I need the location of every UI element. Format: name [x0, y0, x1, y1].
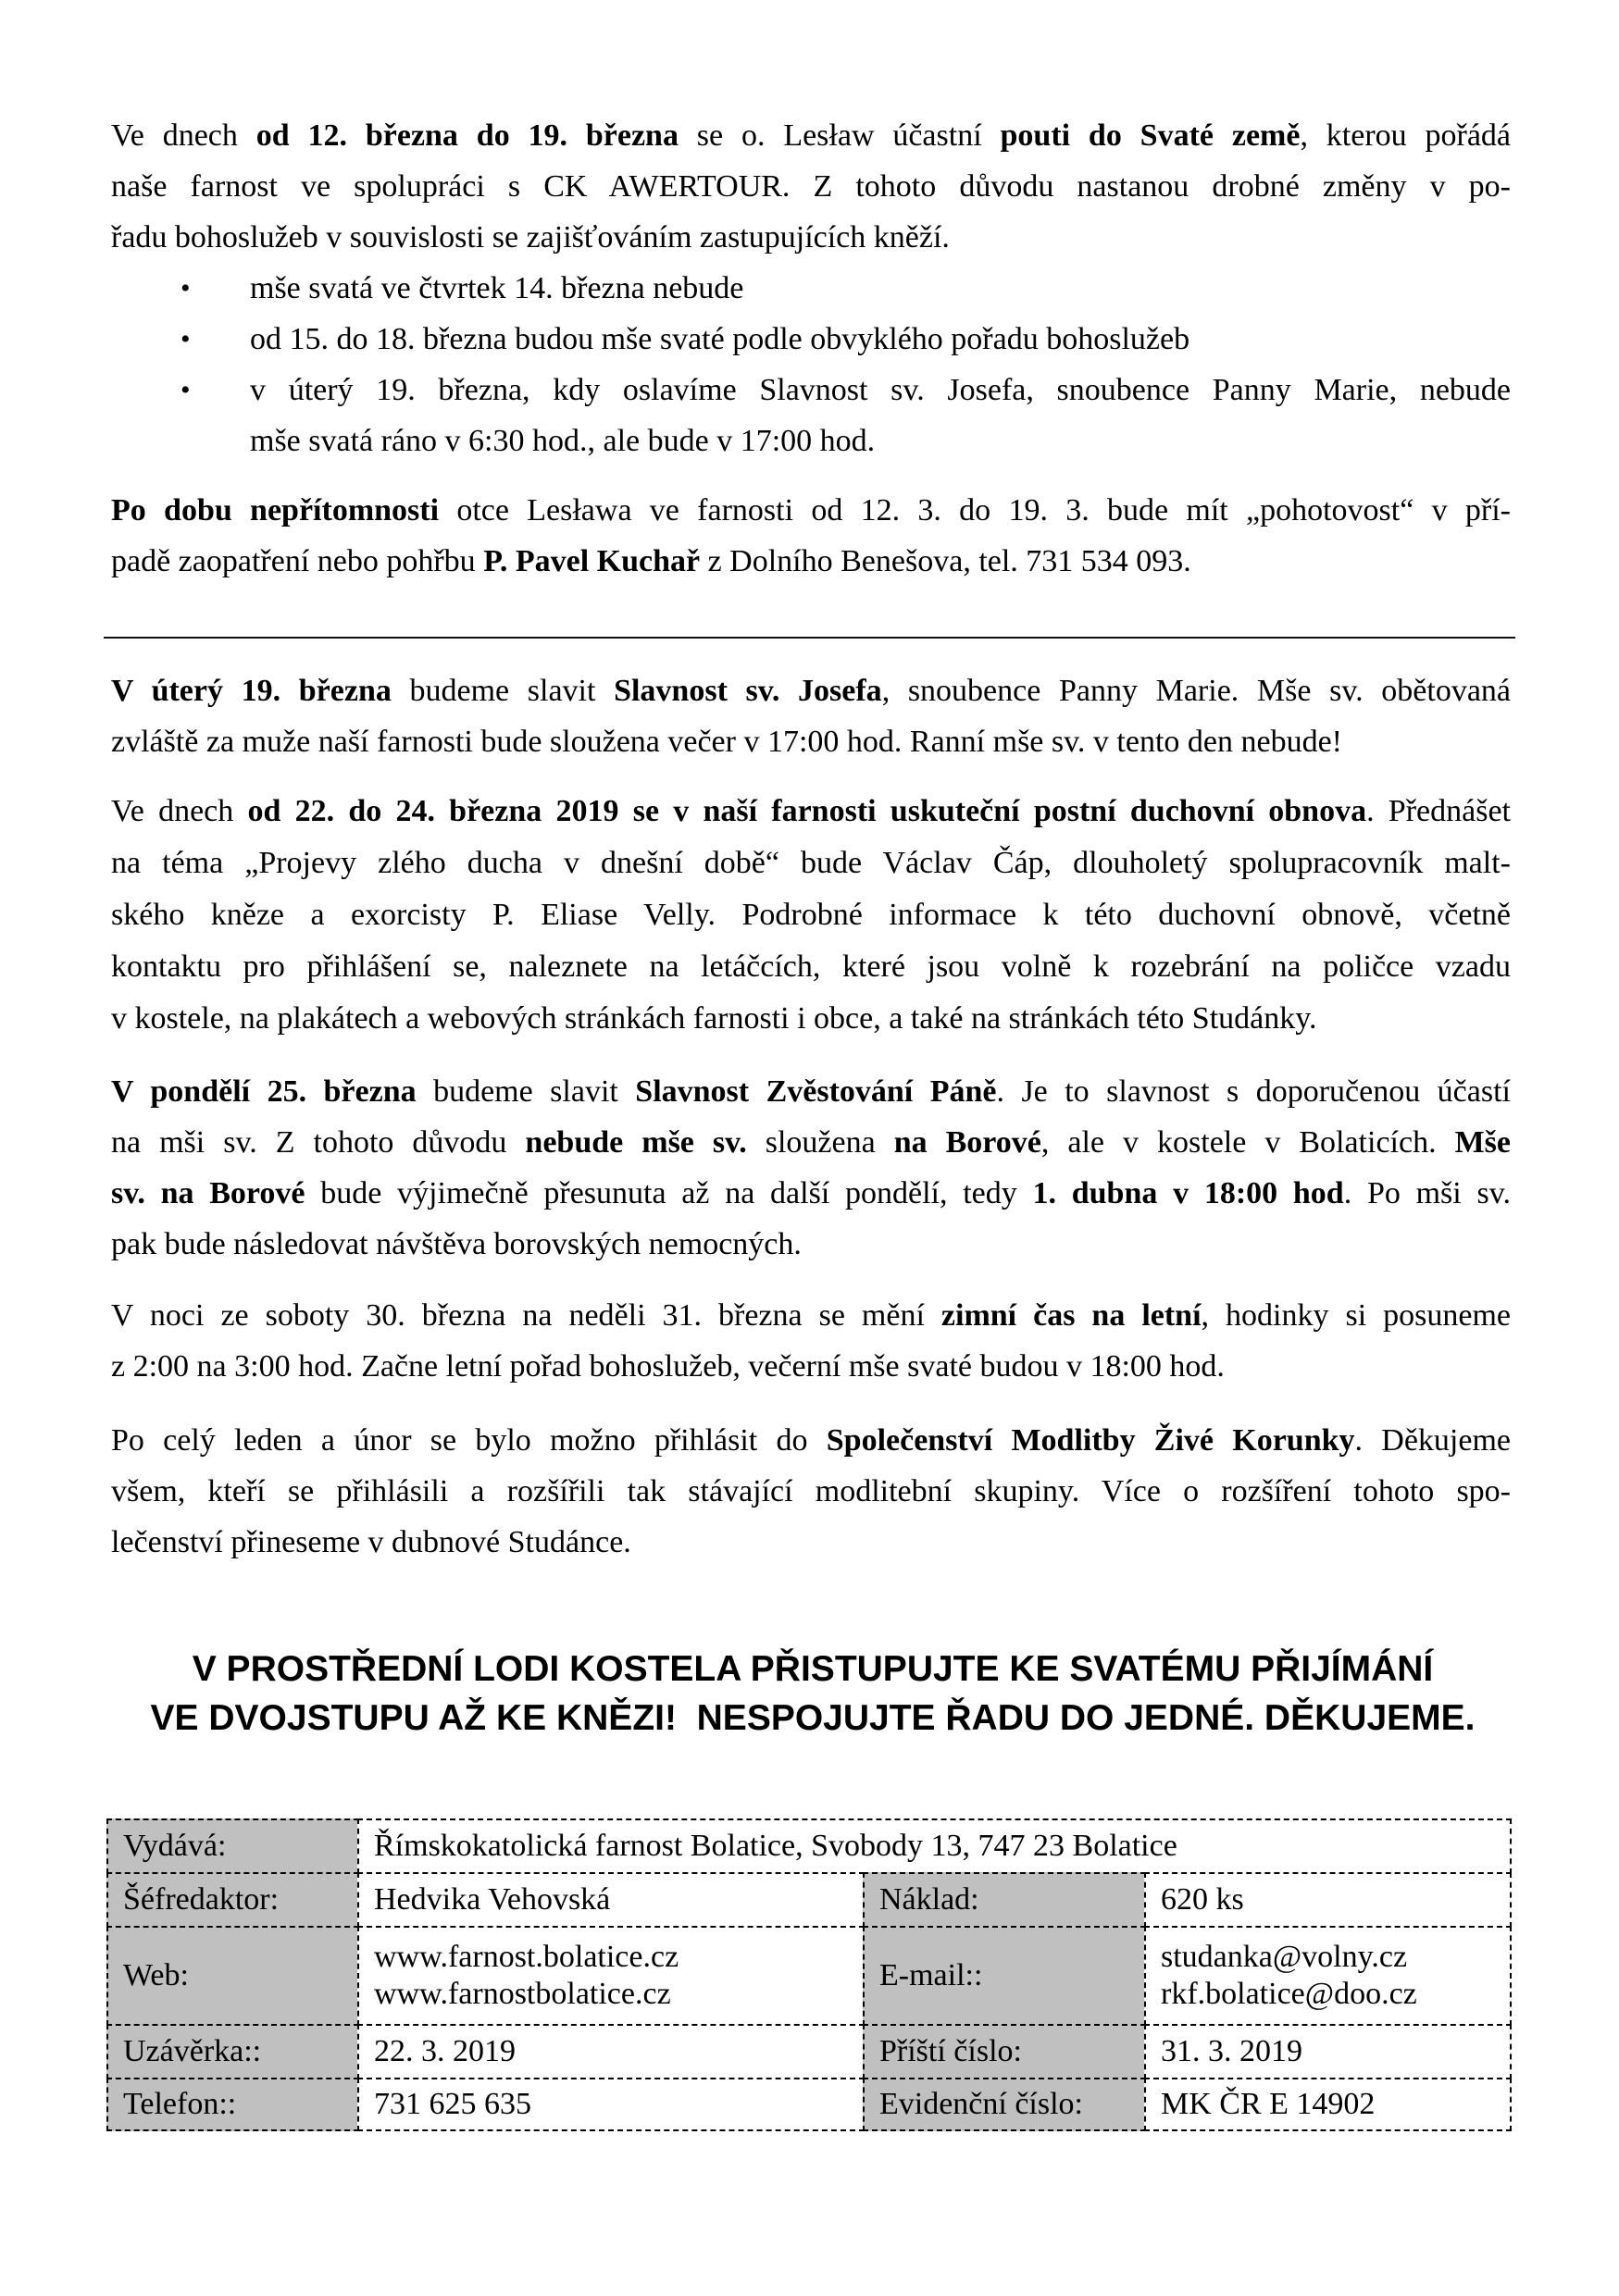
- text-run: budeme slavit: [416, 1074, 636, 1109]
- bold-text: pouti do Svaté země: [1000, 118, 1301, 153]
- text-run: budeme slavit: [391, 674, 615, 708]
- bullet-icon: •: [181, 324, 191, 354]
- text-run: zvláště za muže naší farnosti bude sloužena večer v 17:00 hod. Ranní mše sv. v tento den nebude!: [111, 725, 1343, 759]
- text-run: . Přednášet: [1366, 794, 1511, 828]
- text-line: [111, 1290, 1511, 1341]
- text-run: . Po mši sv.: [1343, 1176, 1511, 1210]
- paragraph-living-rosary: [111, 1415, 1511, 1568]
- bold-text: Slavnost Zvěstování Páně: [635, 1074, 997, 1109]
- bullet-icon: •: [181, 375, 191, 405]
- text-run: mše svatá ráno v 6:30 hod., ale bude v 17:00 hod.: [250, 424, 876, 458]
- bold-text: V pondělí 25. března: [111, 1074, 417, 1109]
- text-line: [250, 263, 1511, 314]
- text-run: od 15. do 18. března budou mše svaté podle obvyklého pořadu bohoslužeb: [250, 322, 1190, 356]
- deadline-label: Uzávěrka::: [123, 2034, 262, 2068]
- bold-text: od 22. do 24. března 2019 se v naší farnosti uskuteční postní duchovní obnova: [247, 794, 1367, 828]
- text-run: padě zaopatření nebo pohřbu: [111, 544, 484, 578]
- schedule-changes-list: [111, 263, 1511, 466]
- text-run: , ale v kostele v Bolaticích.: [1040, 1125, 1455, 1160]
- editor-value-cell: [357, 1872, 865, 1928]
- text-line: [111, 1117, 1511, 1168]
- communion-notice-line-2: VE DVOJSTUPU AŽ KE KNĚZI! NESPOJUJTE ŘADU DO JEDNÉ. DĚKUJEME.: [150, 1698, 1476, 1738]
- text-run: . Děkujeme: [1354, 1423, 1511, 1458]
- text-run: mše svatá ve čtvrtek 14. března nebude: [250, 271, 744, 305]
- circulation-value-cell: [1144, 1872, 1512, 1928]
- text-line: [111, 941, 1511, 993]
- next-issue-label: Příští číslo:: [879, 2034, 1022, 2068]
- paragraph-st-joseph: [111, 665, 1511, 767]
- text-line: [111, 1066, 1511, 1117]
- paragraph-lenten-retreat: [111, 786, 1511, 1045]
- bold-text: Po dobu nepřítomnosti: [111, 493, 440, 527]
- web-label-cell: [106, 1926, 359, 2026]
- bold-text: zimní čas na letní: [940, 1298, 1202, 1333]
- publisher-label: Vydává:: [123, 1829, 227, 1863]
- text-line: [111, 161, 1511, 212]
- text-line: [111, 665, 1511, 716]
- registration-label: Evidenční číslo:: [879, 2087, 1084, 2121]
- text-run: na téma „Projevy zlého ducha v dnešní době“ bude Václav Čáp, dlouholetý spolupracovník malt-: [111, 846, 1511, 880]
- text-line: [111, 1168, 1511, 1219]
- web-link[interactable]: www.farnost.bolatice.cz: [374, 1940, 679, 1974]
- text-run: na mši sv. Z tohoto důvodu: [111, 1125, 526, 1160]
- next-issue-value-cell: [1144, 2024, 1512, 2079]
- text-line: [250, 416, 1511, 466]
- bold-text: sv. na Borové: [111, 1176, 305, 1210]
- text-line: [111, 485, 1511, 536]
- email-label-cell: [863, 1926, 1146, 2026]
- text-line: [250, 314, 1511, 365]
- text-line: [111, 1517, 1511, 1568]
- text-run: v kostele, na plakátech a webových stránkách farnosti i obce, a také na stránkách této Studánky.: [111, 1001, 1317, 1036]
- section-divider: [104, 637, 1515, 639]
- imprint-table: [106, 1818, 1512, 2131]
- bold-text: od 12. března do 19. března: [255, 118, 679, 153]
- text-line: [111, 993, 1511, 1045]
- text-run: , hodinky si posuneme: [1201, 1298, 1512, 1333]
- email-label: E-mail::: [879, 1958, 983, 1992]
- bold-text: Společenství Modlitby Živé Korunky: [826, 1423, 1355, 1458]
- text-run: z Dolního Benešova, tel. 731 534 093.: [700, 544, 1191, 578]
- publisher-value-cell: [357, 1818, 1512, 1874]
- text-line: [111, 536, 1511, 587]
- email-value-cell: [1144, 1926, 1512, 2026]
- paragraph-annunciation: [111, 1066, 1511, 1270]
- phone-label-cell: [106, 2078, 359, 2131]
- text-line: [111, 1341, 1511, 1392]
- circulation-label: Náklad:: [879, 1882, 979, 1917]
- text-run: v úterý 19. března, kdy oslavíme Slavnost sv. Josefa, snoubence Panny Marie, nebude: [250, 373, 1511, 407]
- text-run: se o. Lesław účastní: [678, 118, 1001, 153]
- deadline-value: 22. 3. 2019: [374, 2034, 516, 2068]
- editor-label: Šéfredaktor:: [123, 1882, 280, 1917]
- text-run: Po celý leden a únor se bylo možno přihlásit do: [111, 1423, 827, 1458]
- registration-label-cell: [863, 2078, 1146, 2131]
- bold-text: Slavnost sv. Josefa: [614, 674, 882, 708]
- text-run: , kterou pořádá: [1300, 118, 1512, 153]
- text-run: všem, kteří se přihlásili a rozšířili tak stávající modlitební skupiny. Více o rozšíření tohoto spo-: [111, 1474, 1511, 1508]
- editor-value: Hedvika Vehovská: [374, 1882, 611, 1917]
- paragraph-substitute-priest: [111, 485, 1511, 587]
- deadline-label-cell: [106, 2024, 359, 2079]
- web-value-cell: [357, 1926, 865, 2026]
- bold-text: V úterý 19. března: [111, 674, 392, 708]
- text-run: V noci ze soboty 30. března na neděli 31. března se mění: [111, 1298, 941, 1333]
- bullet-icon: •: [181, 273, 191, 304]
- text-run: pak bude následovat návštěva borovských nemocných.: [111, 1227, 802, 1261]
- paragraph-pilgrimage: [111, 110, 1511, 263]
- bold-text: na Borové: [893, 1125, 1041, 1160]
- text-run: Ve dnech: [111, 118, 256, 153]
- text-line: [250, 365, 1511, 416]
- text-line: [111, 786, 1511, 838]
- text-run: otce Lesława ve farnosti od 12. 3. do 19. 3. bude mít „pohotovost“ v pří-: [439, 493, 1511, 527]
- registration-value-cell: [1144, 2078, 1512, 2131]
- email-link[interactable]: studanka@volny.cz: [1161, 1940, 1408, 1974]
- text-line: [111, 838, 1511, 889]
- bold-text: P. Pavel Kuchař: [483, 544, 701, 578]
- text-run: bude výjimečně přesunuta až na další pondělí, tedy: [305, 1176, 1033, 1210]
- bold-text: Mše: [1454, 1125, 1512, 1160]
- bold-text: nebude mše sv.: [525, 1125, 747, 1160]
- communion-notice: [102, 1644, 1524, 1743]
- text-line: [111, 1415, 1511, 1466]
- bold-text: 1. dubna v 18:00 hod: [1032, 1176, 1344, 1210]
- text-line: [111, 716, 1511, 767]
- text-run: , snoubence Panny Marie. Mše sv. obětovaná: [881, 674, 1511, 708]
- phone-value: 731 625 635: [374, 2087, 531, 2121]
- circulation-label-cell: [863, 1872, 1146, 1928]
- communion-notice-line-1: V PROSTŘEDNÍ LODI KOSTELA PŘISTUPUJTE KE SVATÉMU PŘIJÍMÁNÍ: [192, 1649, 1434, 1689]
- email-link[interactable]: rkf.bolatice@doo.cz: [1161, 1977, 1417, 2011]
- next-issue-label-cell: [863, 2024, 1146, 2079]
- editor-label-cell: [106, 1872, 359, 1928]
- text-run: sloužena: [746, 1125, 894, 1160]
- registration-value: MK ČR E 14902: [1161, 2087, 1376, 2121]
- web-label: Web:: [123, 1958, 189, 1992]
- list-item: [111, 365, 1511, 466]
- phone-label: Telefon::: [123, 2087, 237, 2121]
- text-run: Ve dnech: [111, 794, 248, 828]
- web-link[interactable]: www.farnostbolatice.cz: [374, 1977, 671, 2011]
- circulation-value: 620 ks: [1161, 1882, 1244, 1917]
- list-item: [111, 314, 1511, 365]
- text-line: [111, 110, 1511, 161]
- next-issue-value: 31. 3. 2019: [1161, 2034, 1302, 2068]
- paragraph-daylight-saving: [111, 1290, 1511, 1392]
- deadline-value-cell: [357, 2024, 865, 2079]
- text-run: naše farnost ve spolupráci s CK AWERTOUR. Z tohoto důvodu nastanou drobné změny v po-: [111, 169, 1511, 204]
- text-run: ského kněze a exorcisty P. Eliase Velly. Podrobné informace k této duchovní obnově, včetně: [111, 898, 1511, 932]
- text-run: z 2:00 na 3:00 hod. Začne letní pořad bohoslužeb, večerní mše svaté budou v 18:00 hod.: [111, 1349, 1225, 1384]
- list-item: [111, 263, 1511, 314]
- text-line: [111, 889, 1511, 941]
- publisher-value: Římskokatolická farnost Bolatice, Svobody 13, 747 23 Bolatice: [374, 1829, 1177, 1863]
- text-run: . Je to slavnost s doporučenou účastí: [996, 1074, 1511, 1109]
- text-line: [111, 1219, 1511, 1270]
- text-run: lečenství přineseme v dubnové Studánce.: [111, 1525, 631, 1559]
- text-run: kontaktu pro přihlášení se, naleznete na letáčcích, které jsou volně k rozebrání na poličce vzadu: [111, 949, 1511, 984]
- publisher-label-cell: [106, 1818, 359, 1874]
- text-line: [111, 1466, 1511, 1517]
- phone-value-cell: [357, 2078, 865, 2131]
- text-line: [111, 212, 1511, 263]
- text-run: řadu bohoslužeb v souvislosti se zajišťováním zastupujících kněží.: [111, 220, 950, 254]
